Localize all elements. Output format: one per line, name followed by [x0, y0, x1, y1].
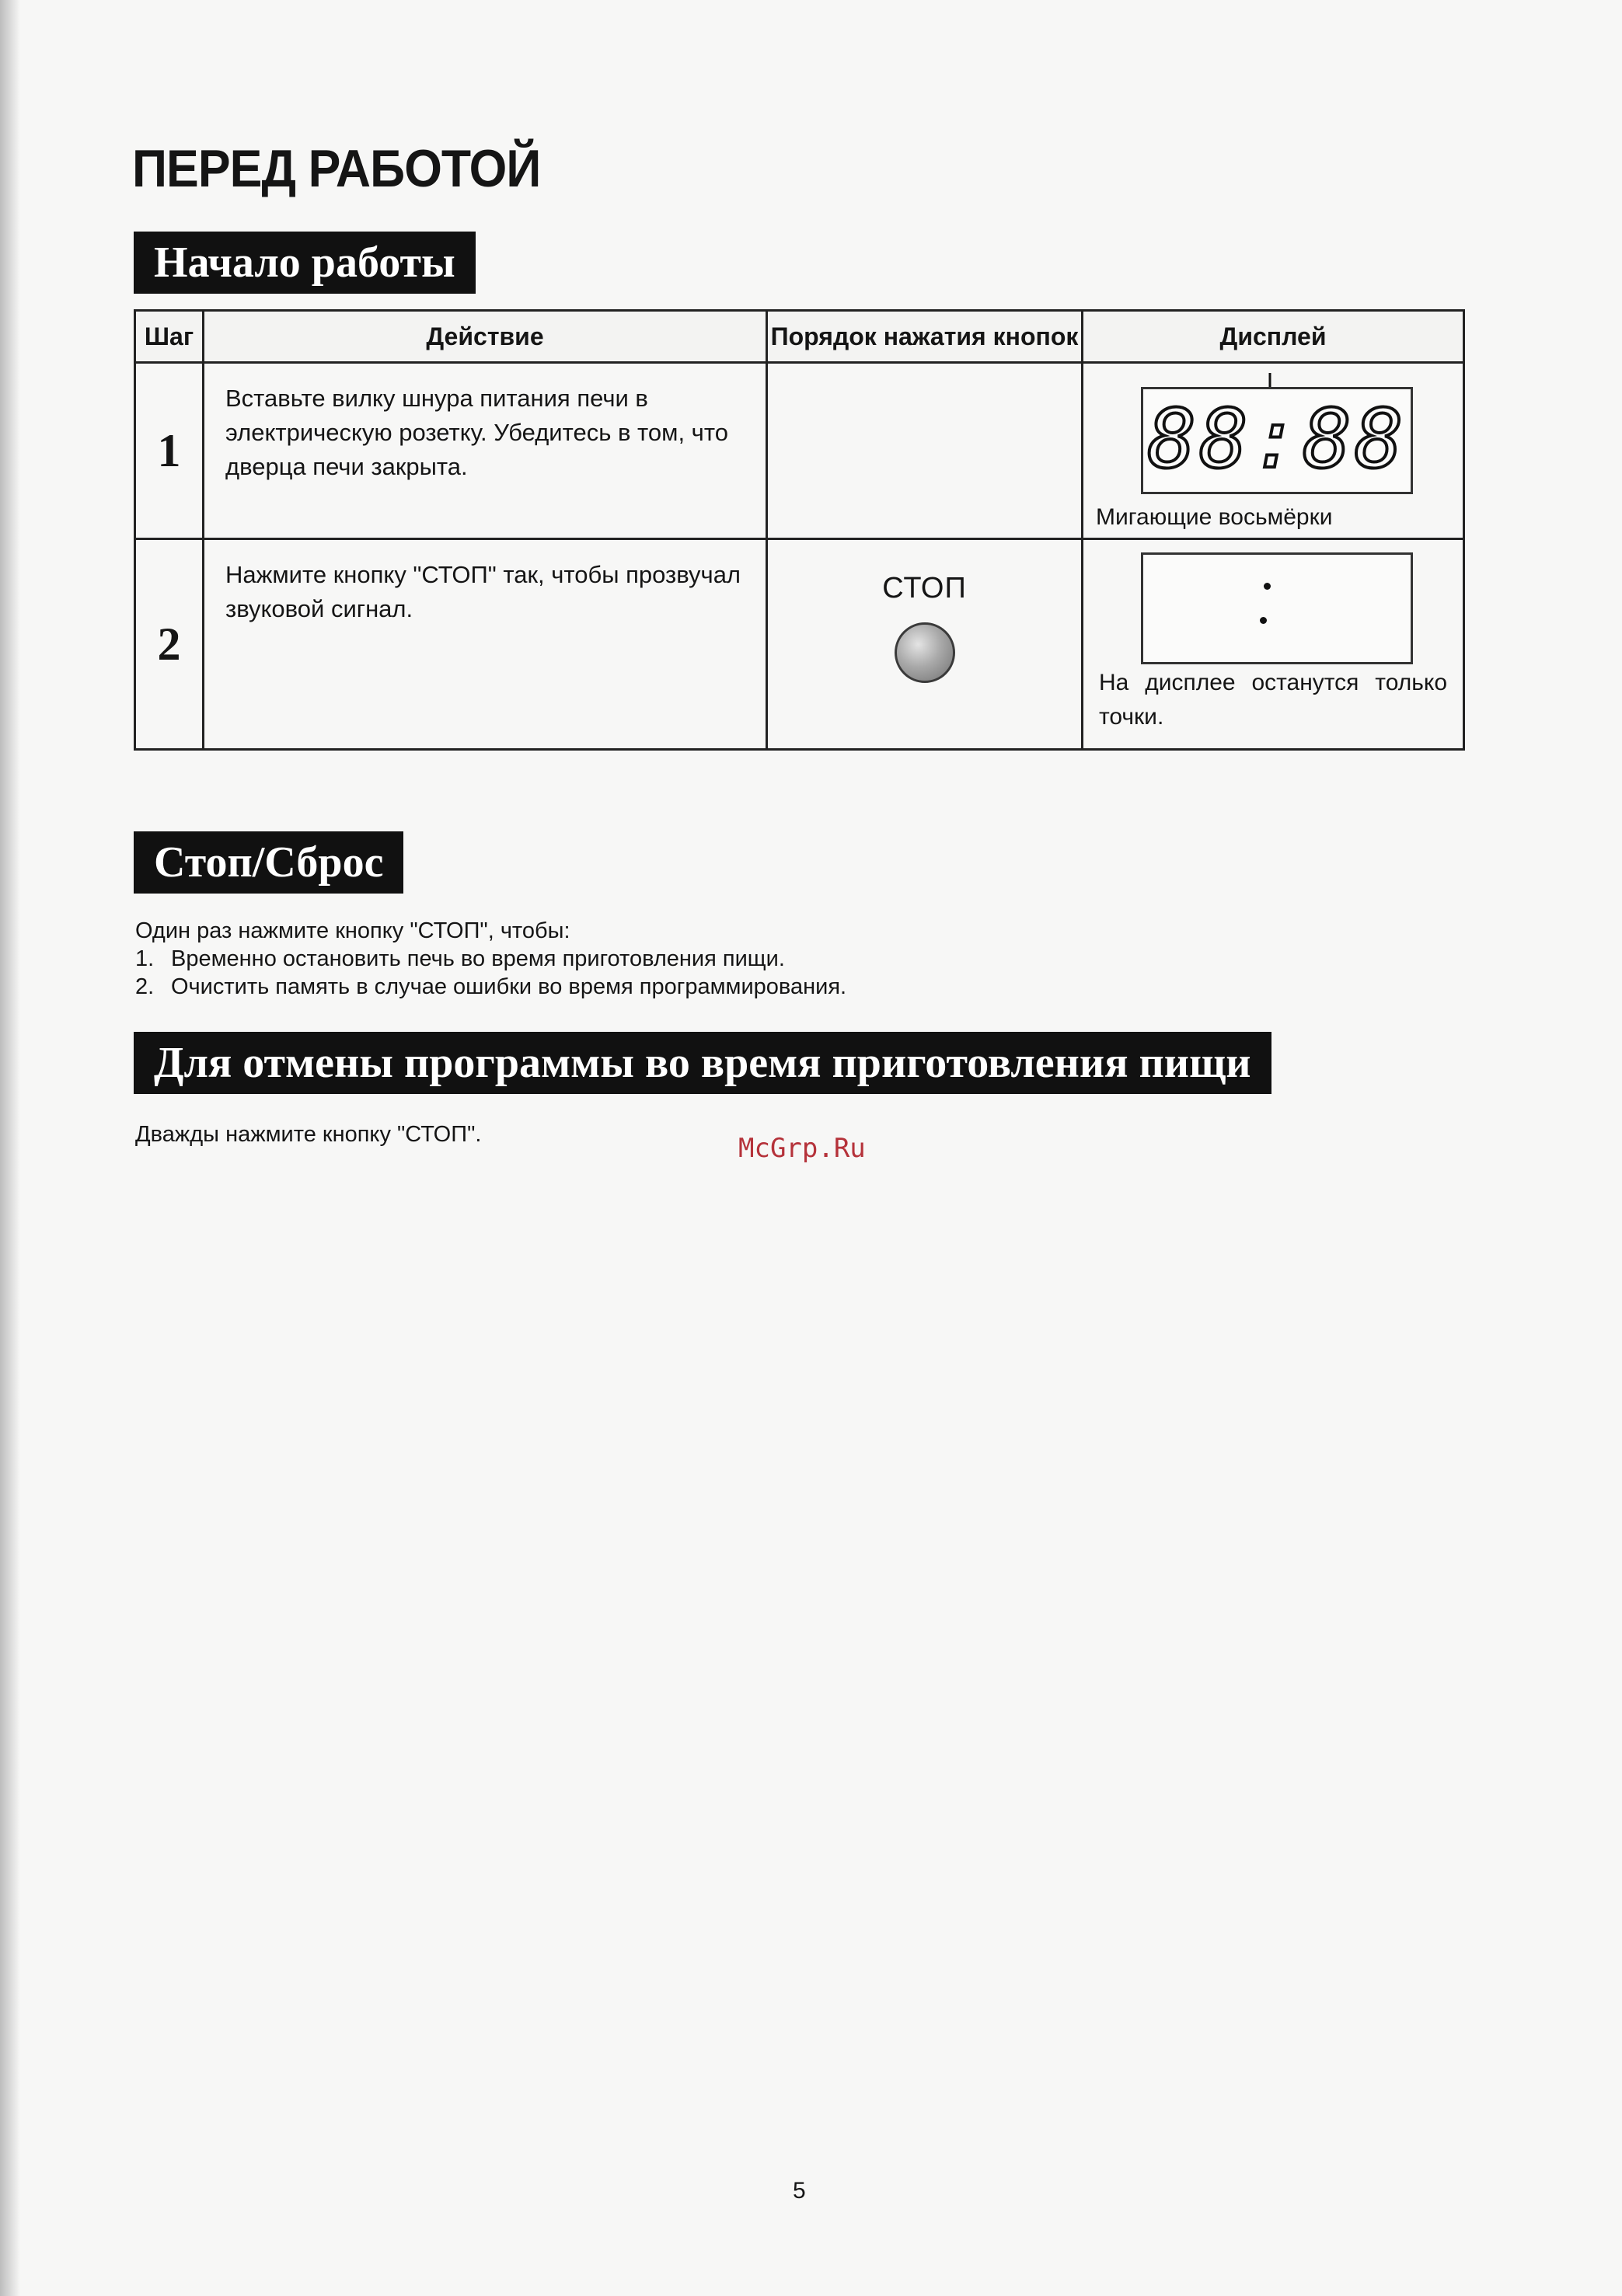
stop-button-label: СТОП: [882, 572, 967, 604]
table-header-row: [135, 311, 1464, 363]
page-title: ПЕРЕД РАБОТОЙ: [132, 139, 541, 198]
cancel-instruction: Дважды нажмите кнопку "СТОП".: [135, 1122, 482, 1147]
display-screen: [1141, 552, 1413, 664]
steps-table: [134, 309, 1465, 751]
header-step: Шаг: [135, 311, 204, 363]
table-row: [135, 363, 1464, 539]
display-caption: Мигающие восьмёрки: [1096, 504, 1333, 530]
step-number: 1: [135, 363, 204, 539]
button-cell: [767, 363, 1083, 539]
page-number: 5: [793, 2178, 806, 2204]
list-item-text: Временно остановить печь во время приготовления пищи.: [171, 946, 785, 971]
header-button-order: Порядок нажатия кнопок: [767, 311, 1083, 363]
header-display: Дисплей: [1083, 311, 1464, 363]
segment-digits: 88:88: [1147, 392, 1407, 486]
table-row: [135, 539, 1464, 750]
display-screen: [1141, 387, 1413, 494]
stop-button-icon: [895, 622, 955, 683]
display-caption: На дисплее останутся только точки.: [1099, 670, 1447, 730]
button-cell: [767, 539, 1083, 750]
list-item-number: 2.: [135, 974, 155, 999]
section-title-start: Начало работы: [134, 232, 476, 294]
action-cell: [204, 363, 767, 539]
colon-dot-bottom: [1260, 617, 1267, 624]
colon-dot-top: [1264, 583, 1271, 590]
stop-reset-list: [135, 945, 846, 1001]
header-action: Действие: [204, 311, 767, 363]
list-item-text: Очистить память в случае ошибки во время программирования.: [171, 974, 847, 999]
display-cell: [1083, 363, 1464, 539]
display-cell: [1083, 539, 1464, 750]
list-item-number: 1.: [135, 946, 155, 971]
section-title-cancel: Для отмены программы во время приготовления пищи: [134, 1032, 1271, 1094]
list-item: [135, 945, 846, 973]
list-item: [135, 973, 846, 1001]
stop-reset-intro: Один раз нажмите кнопку "СТОП", чтобы:: [135, 918, 570, 943]
scan-edge-shadow: [0, 0, 20, 2296]
action-text: Нажмите кнопку "СТОП" так, чтобы прозвучал звуковой сигнал.: [225, 561, 741, 622]
watermark: McGrp.Ru: [738, 1133, 866, 1164]
action-text: Вставьте вилку шнура питания печи в электрическую розетку. Убедитесь в том, что дверца печи закрыта.: [225, 385, 728, 480]
step-number: 2: [135, 539, 204, 750]
action-cell: [204, 539, 767, 750]
section-title-stop-reset: Стоп/Сброс: [134, 831, 403, 894]
